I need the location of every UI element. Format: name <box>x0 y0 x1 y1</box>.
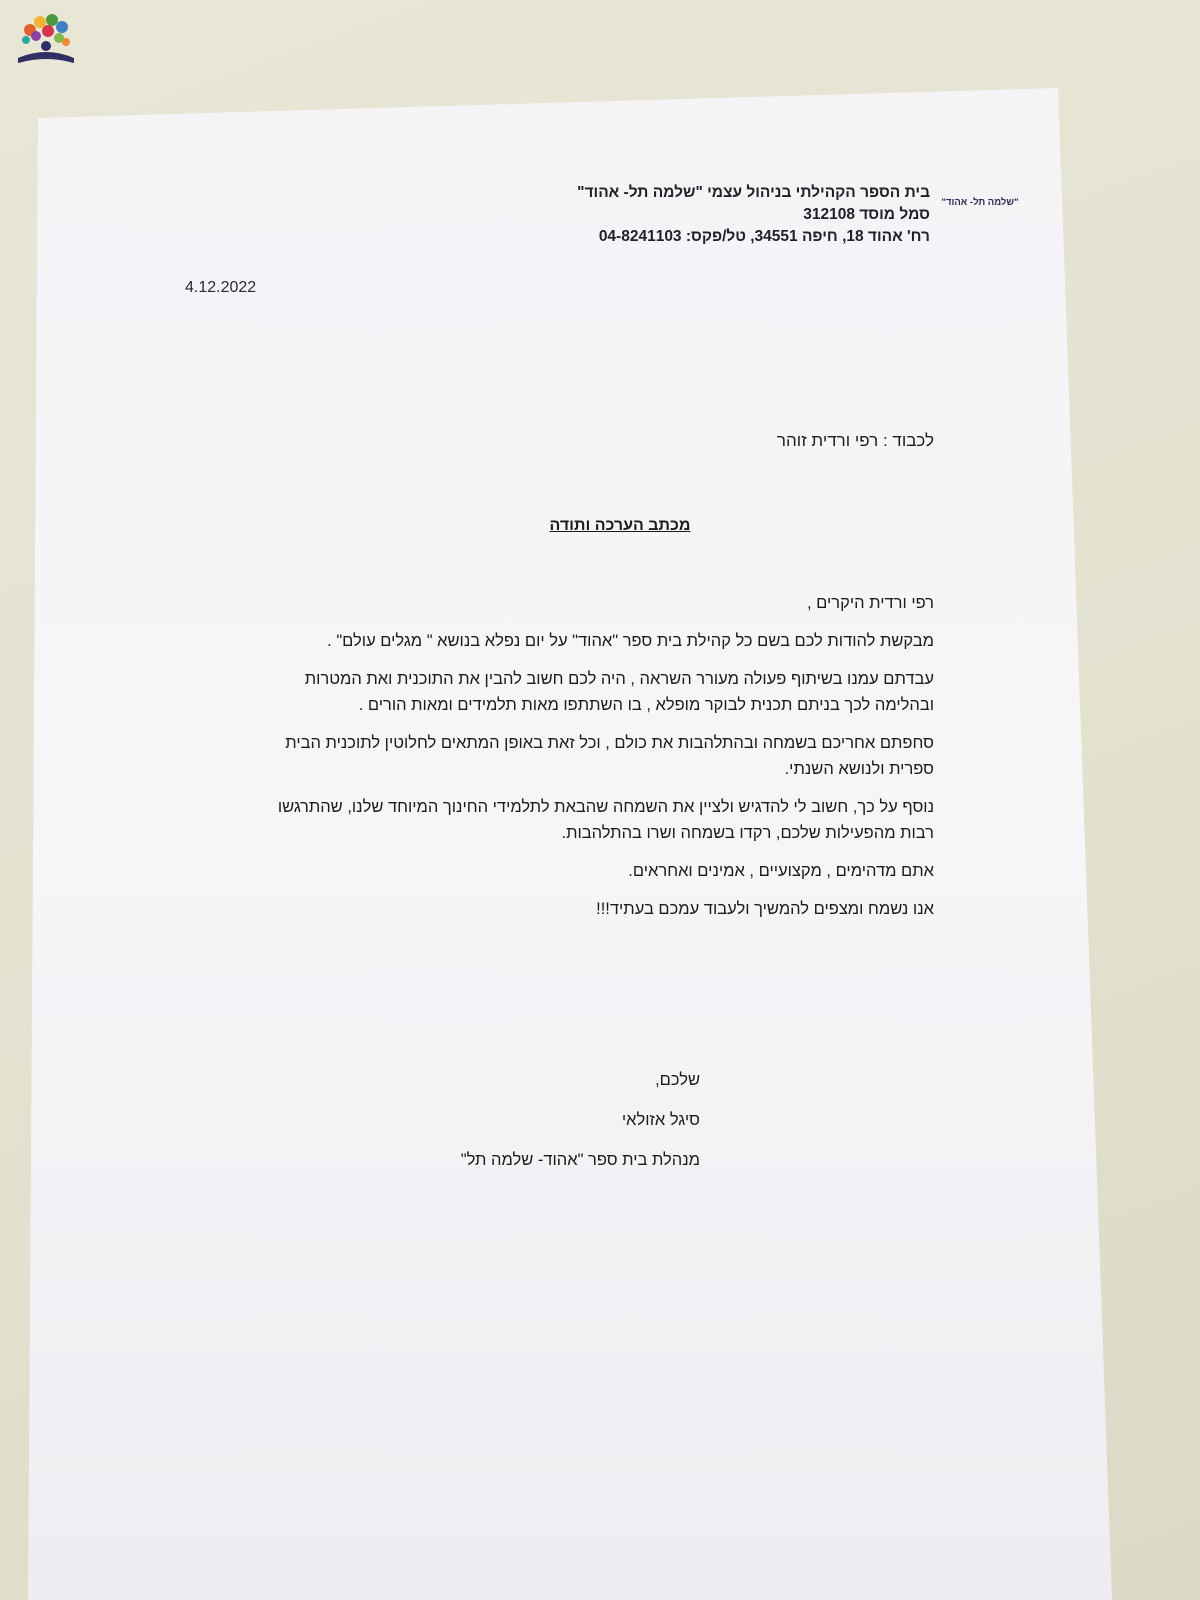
paragraph-2-line-2: ובהלימה לכך בניתם תכנית לבוקר מופלא , בו השתתפו מאות תלמידים ומאות הורים . <box>358 696 934 714</box>
paragraph-4 <box>194 794 934 846</box>
paragraph-6: אנו נשמח ומצפים להמשיך ולעבוד עמכם בעתיד!!! <box>596 900 934 918</box>
paragraph-3-line-1: סחפתם אחריכם בשמחה ובהתלהבות את כולם , וכל זאת באופן המתאים לחלוטין לתוכנית הבית <box>285 734 934 752</box>
recipient-line: לכבוד : רפי ורדית זוהר <box>776 431 934 450</box>
letter-date: 4.12.2022 <box>185 279 257 296</box>
paragraph-3-line-2: ספרית ולנושא השנתי. <box>784 760 934 778</box>
signer-role: מנהלת בית ספר "אהוד- שלמה תל" <box>460 1151 700 1169</box>
signature-block <box>420 1060 700 1180</box>
logo-caption: "שלמה תל- אהוד" <box>941 197 1019 208</box>
school-letterhead <box>410 182 930 248</box>
greeting: רפי ורדית היקרים , <box>806 594 934 612</box>
institution-code: סמל מוסד 312108 <box>803 206 930 223</box>
closing: שלכם, <box>655 1071 700 1089</box>
signer-name: סיגל אזולאי <box>621 1111 700 1129</box>
school-address: רח' אהוד 18, חיפה 34551, טל/פקס: 04-8241103 <box>598 228 930 245</box>
paragraph-1: מבקשת להודות לכם בשם כל קהילת בית ספר "אהוד" על יום נפלא בנושא " מגלים עולם" . <box>327 632 934 650</box>
paragraph-3 <box>194 730 934 782</box>
school-logo-icon <box>0 0 90 80</box>
paragraph-5: אתם מדהימים , מקצועיים , אמינים ואחראים. <box>628 862 934 880</box>
letter-title: מכתב הערכה ותודה <box>549 517 691 534</box>
paragraph-2 <box>194 666 934 718</box>
paragraph-4-line-1: נוסף על כך, חשוב לי להדגיש ולציין את השמחה שהבאת לתלמידי החינוך המיוחד שלנו, שהתרגשו <box>277 798 934 816</box>
school-name: בית הספר הקהילתי בניהול עצמי "שלמה תל- אהוד" <box>577 184 930 201</box>
paragraph-2-line-1: עבדתם עמנו בשיתוף פעולה מעורר השראה , היה לכם חשוב להבין את התוכנית ואת המטרות <box>304 670 934 688</box>
letter-body <box>194 590 934 934</box>
paragraph-4-line-2: רבות מהפעילות שלכם, רקדו בשמחה ושרו בהתלהבות. <box>561 824 934 842</box>
